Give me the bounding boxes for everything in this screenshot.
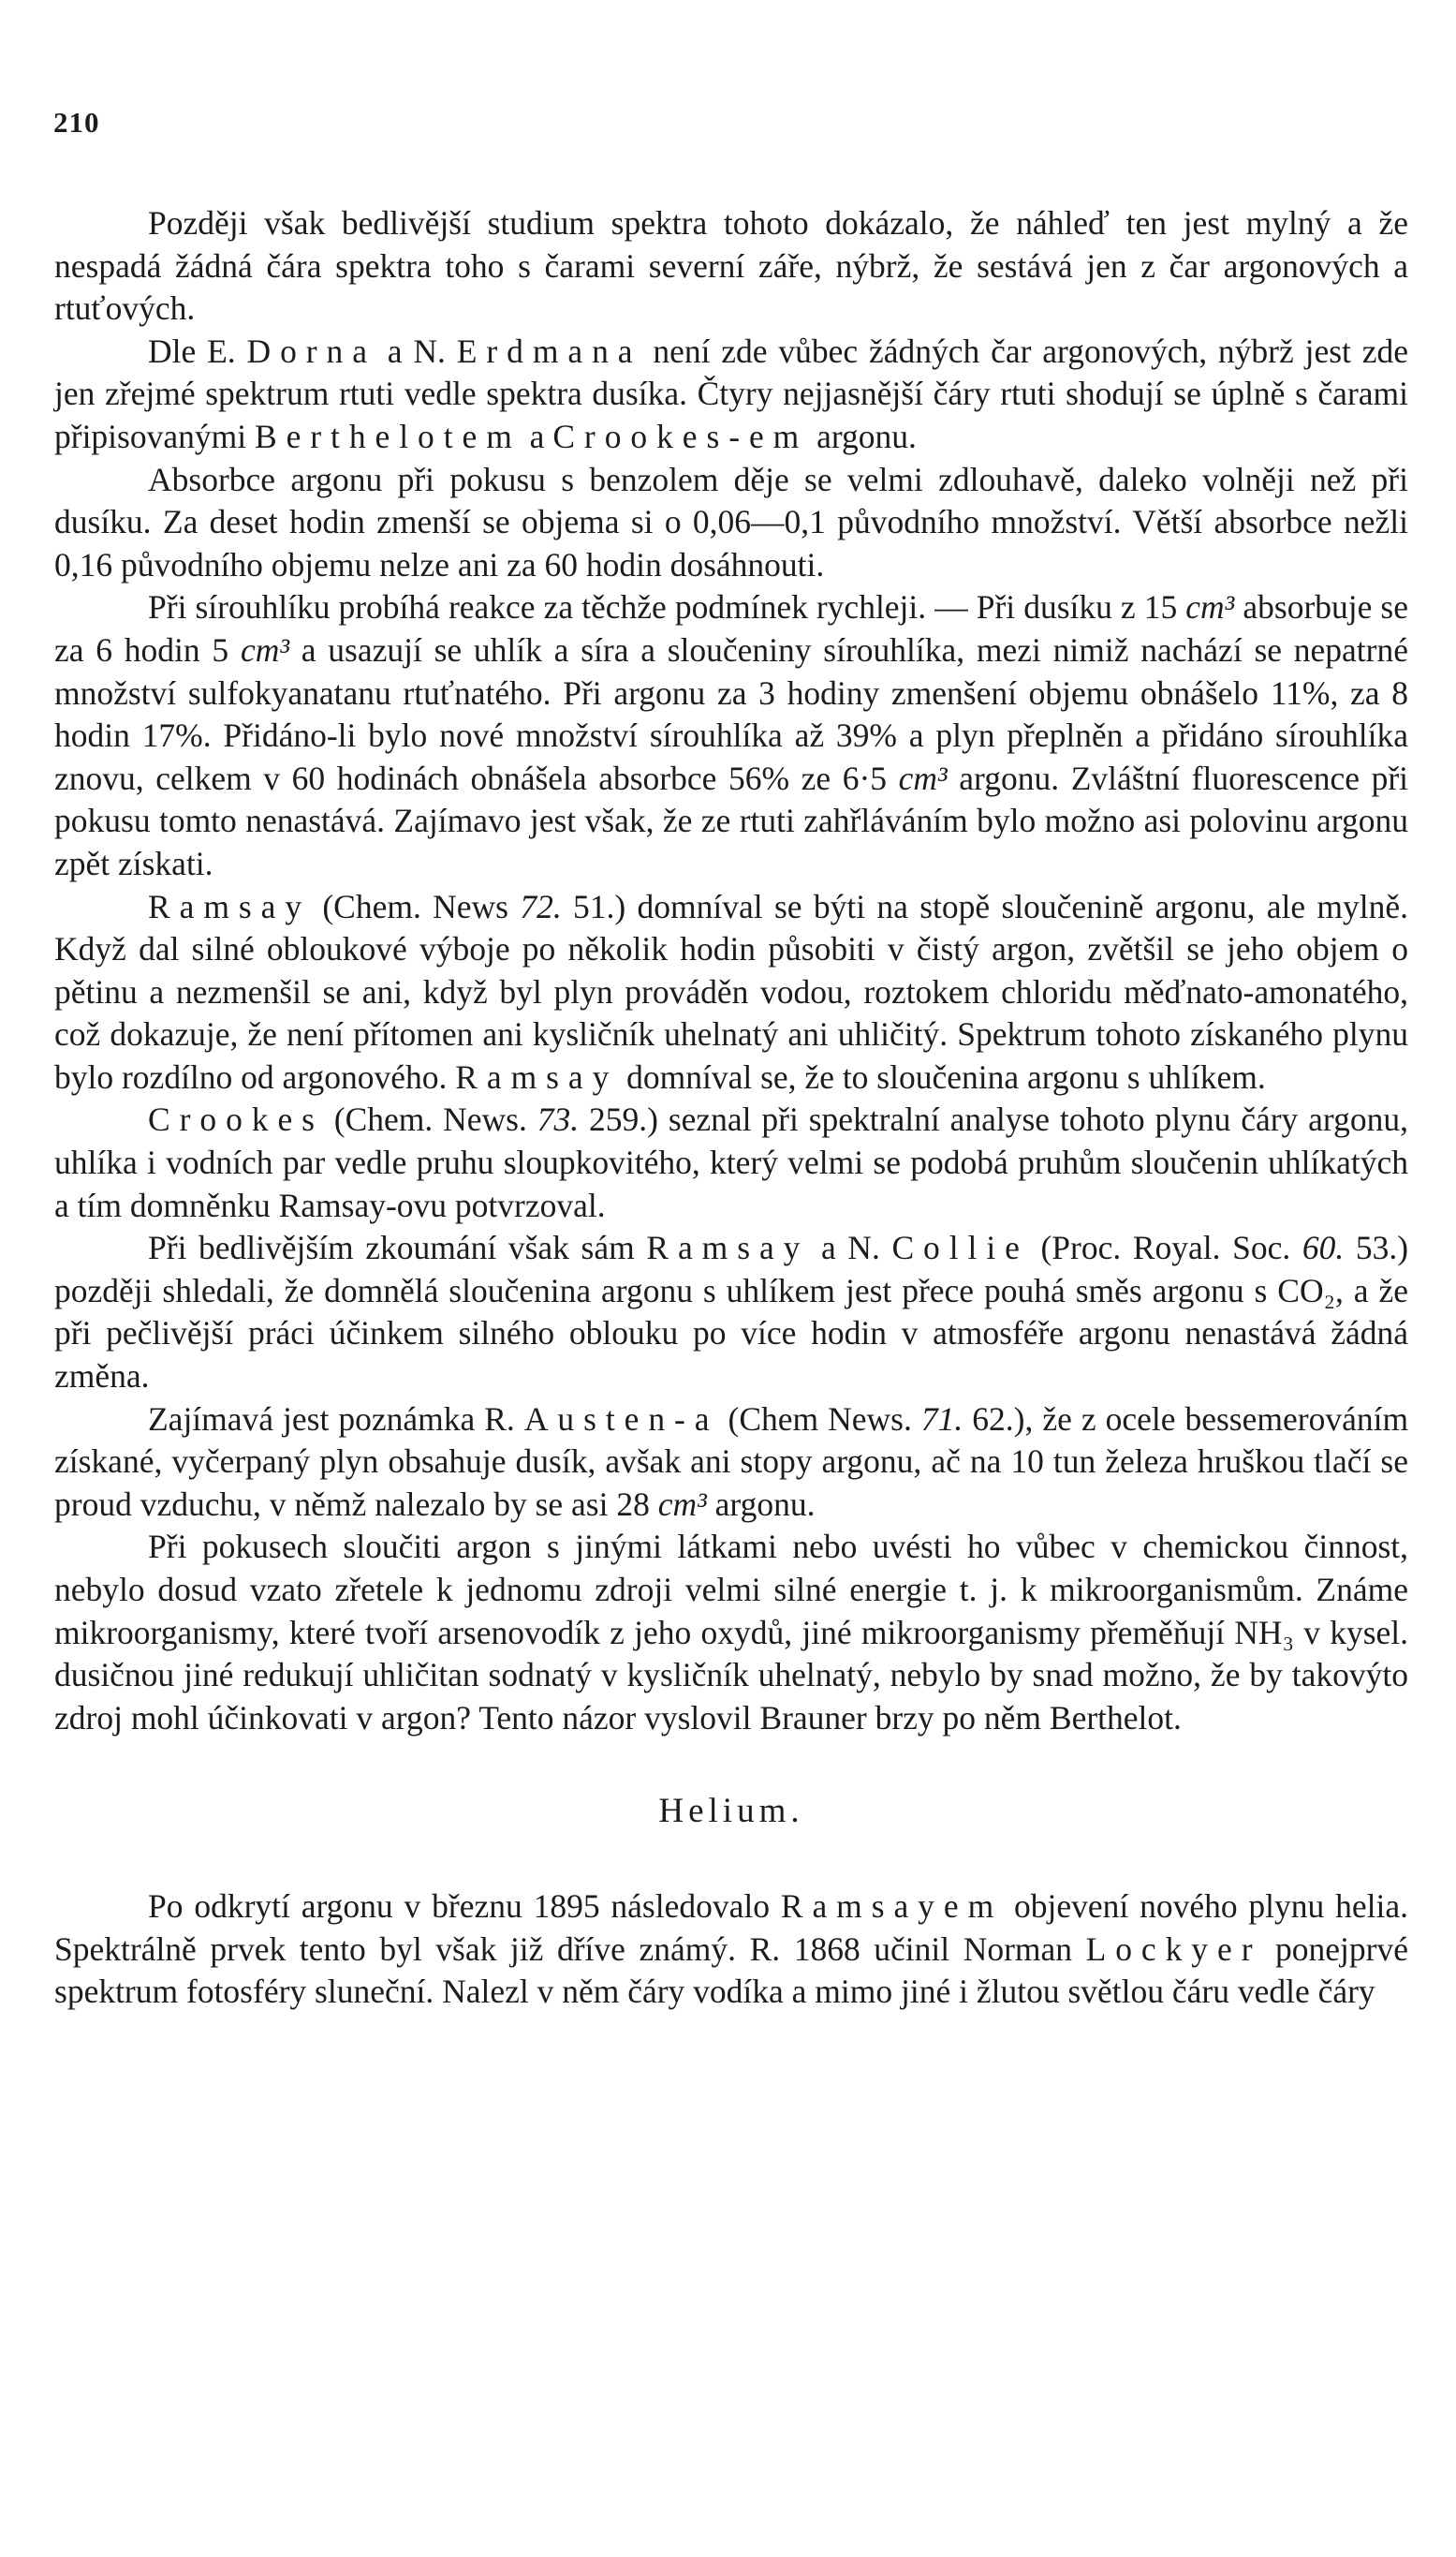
unit-cm3: cm³ xyxy=(1185,588,1235,627)
unit-cm3: cm³ xyxy=(898,759,948,797)
unit-cm3: cm³ xyxy=(657,1485,707,1523)
paragraph-10: Po odkrytí argonu v březnu 1895 následovalo Ramsayem objevení nového plynu helia. Spektrálně prvek tento byl však již dříve známý. R. 1868 učinil Norman Lockyer ponejprvé spektrum fotosféry sluneční. Nalezl v něm čáry vodíka a mimo jiné i žlutou světlou čáru vedle čáry xyxy=(54,1886,1409,2011)
paragraph-5: Ramsay (Chem. News 72. 51.) domníval se býti na stopě sloučenině argonu, ale mylně. Když dal silné obloukové výboje po několik hodin působiti v čistý argon, zvětšil se jeho objem o pětinu a nezmenšil se ani, když byl plyn prováděn vodou, roztokem chloridu měďnato-amonatého, což dokazuje, že není přítomen ani kysličník uhelnatý ani uhličitý. Spektrum tohoto získaného plynu bylo rozdílno od argonového. Ramsay domníval se, že to sloučenina argonu s uhlíkem. xyxy=(54,887,1409,1096)
paragraph-8: Zajímavá jest poznámka R. Austen-a (Chem News. 71. 62.), že z ocele bessemerováním získané, vyčerpaný plyn obsahuje dusík, avšak ani stopy argonu, ač na 10 tun železa hruškou tlačí se proud vzduchu, v němž nalezalo by se asi 28 cm³ argonu. xyxy=(54,1399,1409,1523)
paragraph-6: Crookes (Chem. News. 73. 259.) seznal při spektralní analyse tohoto plynu čáry argonu, uhlíka i vodních par vedle pruhu sloupkovitého, který velmi se podobá pruhům sloučenin uhlíkatých a tím domněnku Ramsay-ovu potvrzoval. xyxy=(54,1101,1408,1224)
paragraph-3: Absorbce argonu při pokusu s benzolem děje se velmi zdlouhavě, daleko volněji než při dusíku. Za deset hodin zmenší se objema si o 0,06—0,1 původního množství. Větší absorbce nežli 0,16 původního objemu nelze ani za 60 hodin dosáhnouti. xyxy=(54,460,1408,584)
body-text xyxy=(54,202,1408,2014)
section-heading: Helium. xyxy=(658,1792,804,1831)
paragraph-2: Dle E. Dorna a N. Erdmana není zde vůbec žádných čar argonových, nýbrž jest zde jen zřejmé spektrum rtuti vedle spektra dusíka. Čtyry nejjasnější čáry rtuti shodují se úplně s čarami připisovanými Berthelotem a Crookes-em argonu. xyxy=(54,332,1409,455)
page-number: 210 xyxy=(53,106,100,139)
paragraph-9: Při pokusech sloučiti argon s jinými látkami nebo uvésti ho vůbec v chemickou činnost, nebylo dosud vzato zřetele k jednomu zdroji velmi silné energie t. j. k mikroorganismům. Známe mikroorganismy, které tvoří arsenovodík z jeho oxydů, jiné mikroorganismy přeměňují NH₃ v kysel. dusičnou jiné redukují uhličitan sodnatý v kysličník uhelnatý, nebylo by snad možno, že by takovýto zdroj mohl účinkovati v argon? Tento názor vyslovil Brauner brzy po něm Berthelot. xyxy=(54,1528,1408,1737)
paragraph-4: Při sírouhlíku probíhá reakce za těchže podmínek rychleji. — Při dusíku z 15 cm³ absorbuje se za 6 hodin 5 cm³ a usazují se uhlík a síra a sloučeniny sírouhlíka, mezi nimiž nachází se nepatrné množství sulfokyanatanu rtuťnatého. Při argonu za 3 hodiny zmenšení objemu obnášelo 11%, za 8 hodin 17%. Přidáno-li bylo nové množství sírouhlíka až 39% a plyn přeplněn a přidáno sírouhlíka znovu, celkem v 60 hodinách obnášela absorbce 56% ze 6·5 cm³ argonu. Zvláštní fluorescence při pokusu tomto nenastává. Zajímavo jest však, že ze rtuti zahřláváním bylo možno asi polovinu argonu zpět získati. xyxy=(54,588,1409,882)
unit-cm3: cm³ xyxy=(240,630,289,669)
paragraph-1: Později však bedlivější studium spektra tohoto dokázalo, že náhleď ten jest mylný a že nespadá žádná čára spektra toho s čarami severní záře, nýbrž, že sestává jen z čar argonových a rtuťových. xyxy=(54,204,1408,328)
paragraph-7: Při bedlivějším zkoumání však sám Ramsay a N. Collie (Proc. Royal. Soc. 60. 53.) později shledali, že domnělá sloučenina argonu s uhlíkem jest přece pouhá směs argonu s CO₂, a že při pečlivější práci účinkem silného oblouku po více hodin v atmosféře argonu nenastává žádná změna. xyxy=(54,1229,1409,1396)
